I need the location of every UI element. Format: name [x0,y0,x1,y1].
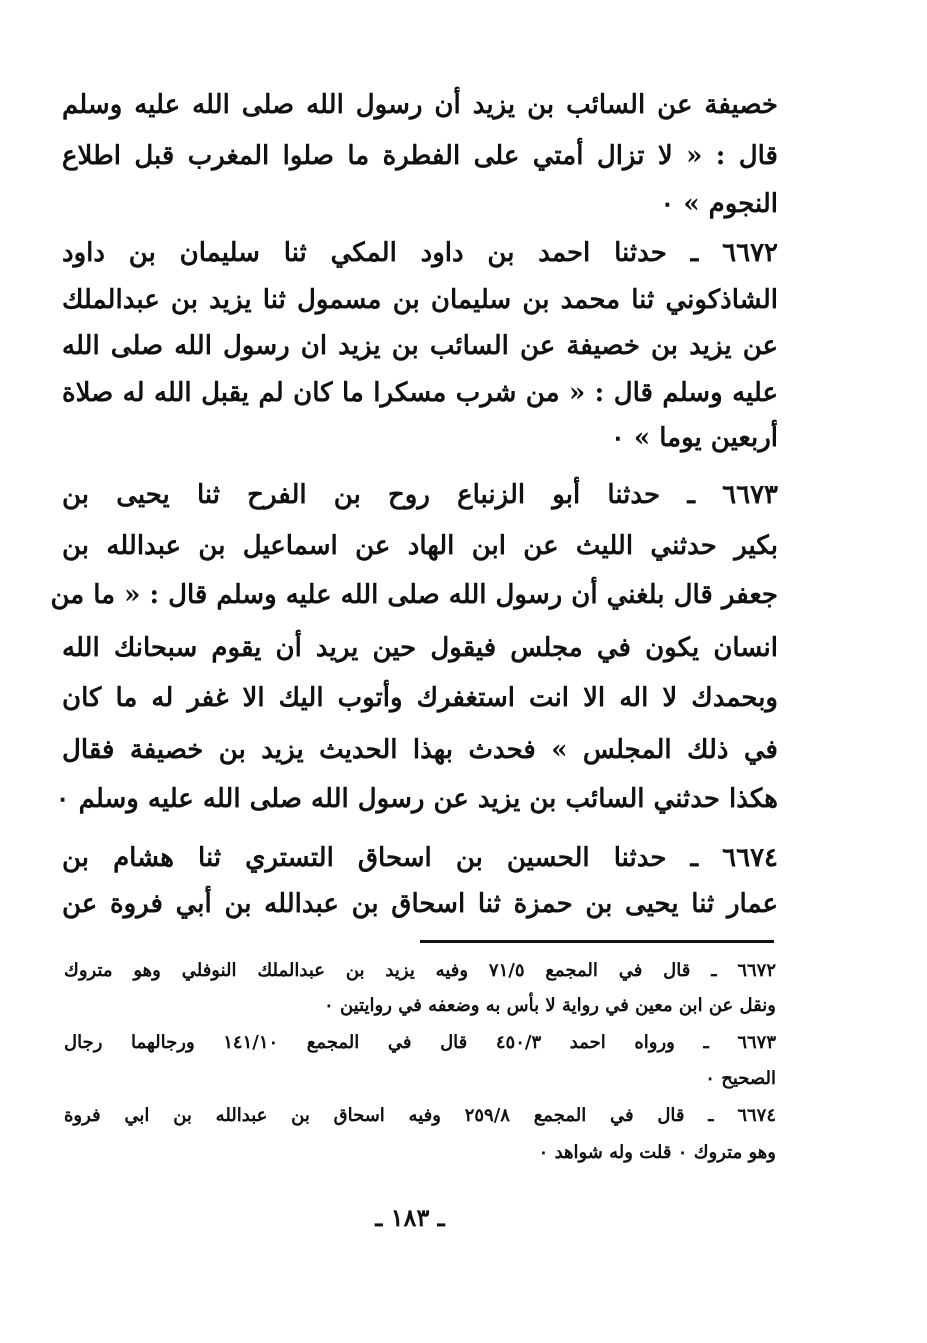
main-text-line: هكذا حدثني السائب بن يزيد عن رسول الله صلى الله عليه وسلم ٠ [55,784,778,814]
main-text-line: بكير حدثني الليث عن ابن الهاد عن اسماعيل بن عبدالله بن [62,531,778,561]
main-text-line: خصيفة عن السائب بن يزيد أن رسول الله صلى الله عليه وسلم [62,90,778,120]
main-text-line: أربعين يوما » ٠ [610,423,778,453]
footnote-6672: ٦٦٧٢ ـ قال في المجمع ٧١/٥ وفيه يزيد بن عبدالملك النوفلي وهو متروك [64,960,776,981]
main-text-line: عليه وسلم قال : « من شرب مسكرا ما كان لم يقبل الله له صلاة [62,378,778,408]
main-text-line: عن يزيد بن خصيفة عن السائب بن يزيد ان رسول الله صلى الله [62,331,778,361]
main-text-line: جعفر قال بلغني أن رسول الله صلى الله عليه وسلم قال : « ما من [50,580,778,610]
footnote-line: الصحيح ٠ [705,1068,776,1089]
page-number: ـ ١٨٣ ـ [375,1203,445,1232]
main-text-line: الشاذكوني ثنا محمد بن سليمان بن مسمول ثنا يزيد بن عبدالملك [62,285,778,315]
footnote-line: ونقل عن ابن معين في رواية لا بأس به وضعفه في روايتين ٠ [324,995,776,1016]
main-text-line: النجوم » ٠ [660,189,778,219]
footnote-6674: ٦٦٧٤ ـ قال في المجمع ٢٥٩/٨ وفيه اسحاق بن عبدالله بن ابي فروة [64,1105,776,1126]
footnote-line: وهو متروك ٠ قلت وله شواهد ٠ [538,1142,776,1163]
main-text-line: قال : « لا تزال أمتي على الفطرة ما صلوا المغرب قبل اطلاع [62,141,778,171]
footnote-separator-rule [420,940,774,943]
hadith-6673-start: ٦٦٧٣ ـ حدثنا أبو الزنباع روح بن الفرح ثنا يحيى بن [62,480,778,510]
main-text-line: عمار ثنا يحيى بن حمزة ثنا اسحاق بن عبدالله بن أبي فروة عن [62,889,778,919]
hadith-6674-start: ٦٦٧٤ ـ حدثنا الحسين بن اسحاق التستري ثنا هشام بن [62,843,778,873]
main-text-line: انسان يكون في مجلس فيقول حين يريد أن يقوم سبحانك الله [62,633,778,663]
footnote-6673: ٦٦٧٣ ـ ورواه احمد ٤٥٠/٣ قال في المجمع ١٤١/١٠ ورجالهما رجال [64,1032,776,1053]
main-text-line: في ذلك المجلس » فحدث بهذا الحديث يزيد بن خصيفة فقال [62,735,778,765]
main-text-line: وبحمدك لا اله الا انت استغفرك وأتوب اليك الا غفر له ما كان [62,683,778,713]
hadith-6672-start: ٦٦٧٢ ـ حدثنا احمد بن داود المكي ثنا سليمان بن داود [62,238,778,268]
